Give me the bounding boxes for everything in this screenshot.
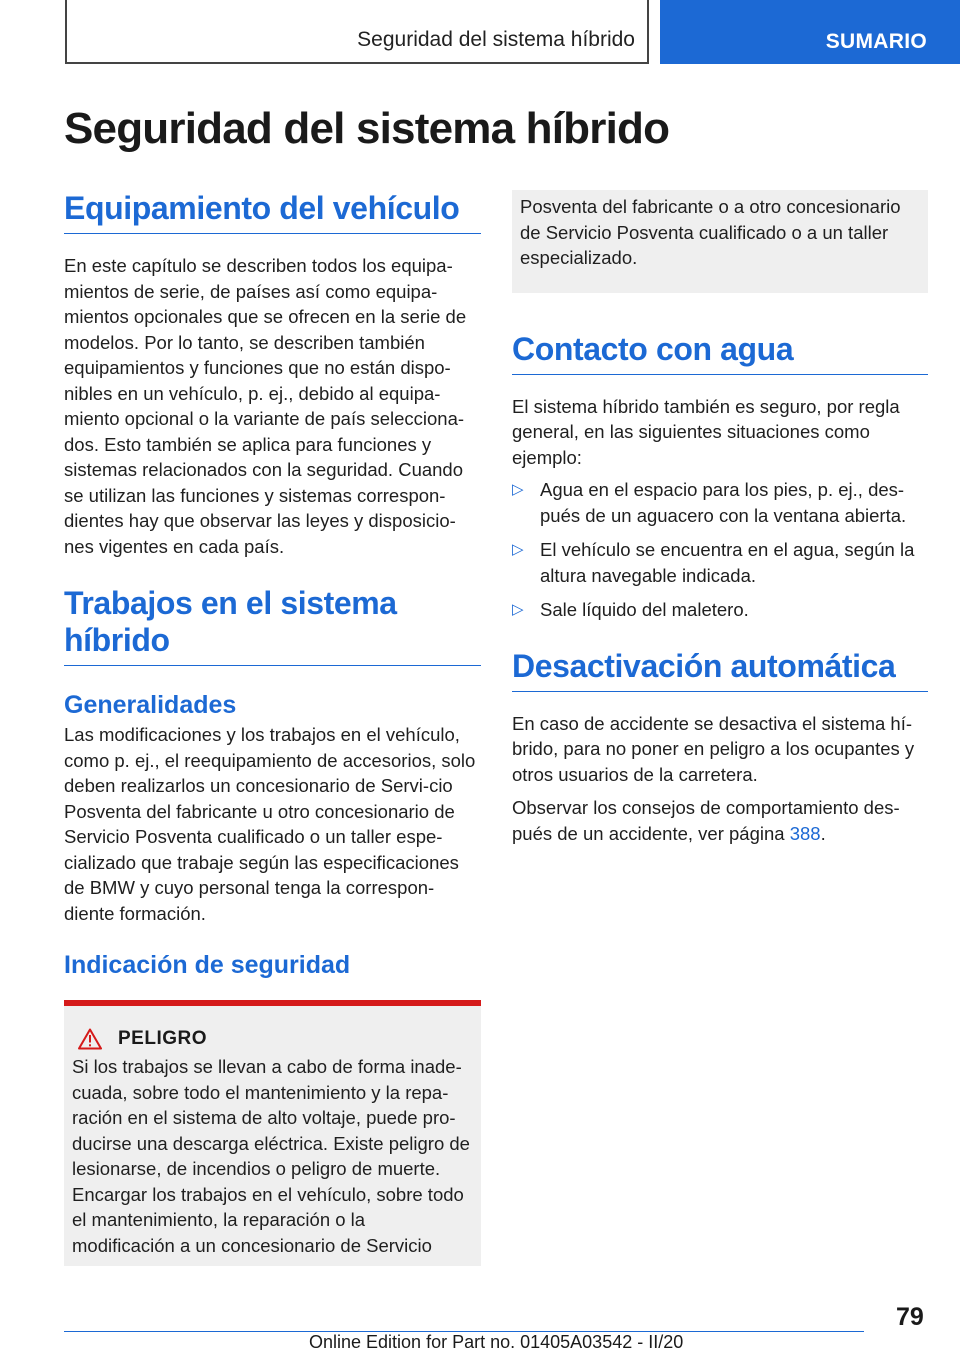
danger-text: Si los trabajos se llevan a cabo de forma inade-cuada, sobre todo el mantenimiento y la repa-ración en el sistema de alto voltaje, puede pro-ducirse una descarga eléctrica. Existe peligro de lesionarse, de incendios o peligro de muerte. Encargar los trabajos en el vehículo, sobre todo el mantenimiento, la reparación o la modificación a un concesionario de Servicio	[72, 1056, 470, 1256]
list-item-text: Agua en el espacio para los pies, p. ej., des-pués de un aguacero con la ventana abierta.	[540, 479, 907, 526]
summary-button[interactable]: SUMARIO	[660, 0, 960, 64]
list-item	[512, 537, 928, 588]
page-title: Seguridad del sistema híbrido	[64, 104, 670, 153]
danger-box-continued	[512, 190, 928, 293]
bullet-triangle-icon: ▷	[512, 601, 524, 618]
danger-text-continued: Posventa del fabricante o a otro concesionario de Servicio Posventa cualificado o a un taller especializado.	[520, 196, 901, 268]
page-link-388[interactable]: 388	[789, 822, 821, 844]
heading-trabajos: Trabajos en el sistema híbrido	[64, 585, 481, 666]
list-item	[512, 477, 928, 528]
water-paragraph: El sistema híbrido también es seguro, por regla general, en las siguientes situaciones como ejemplo:	[512, 395, 900, 468]
heading-generalidades: Generalidades	[64, 691, 237, 719]
danger-header	[78, 1028, 473, 1050]
danger-box	[64, 1000, 481, 1266]
heading-equipamiento: Equipamiento del vehículo	[64, 190, 481, 234]
left-column	[64, 190, 481, 1266]
list-item-text: Sale líquido del maletero.	[540, 599, 749, 620]
water-list	[512, 477, 928, 623]
auto-paragraph-2-text: Observar los consejos de comportamiento des-pués de un accidente, ver página	[512, 797, 900, 844]
auto-paragraph-2-end: .	[820, 822, 826, 844]
header-section-title: Seguridad del sistema híbrido	[357, 28, 635, 51]
danger-label: PELIGRO	[118, 1028, 208, 1049]
list-item	[512, 597, 928, 623]
header-frame	[65, 0, 649, 64]
right-column	[512, 190, 928, 846]
footer-edition: Online Edition for Part no. 01405A03542 - II/20	[309, 1332, 684, 1352]
auto-paragraph-1: En caso de accidente se desactiva el sistema hí-brido, para no poner en peligro a los ocupantes y otros usuarios de la carretera.	[512, 712, 915, 785]
bullet-triangle-icon: ▷	[512, 481, 524, 498]
page-number: 79	[896, 1303, 924, 1331]
bullet-triangle-icon: ▷	[512, 541, 524, 558]
list-item-text: El vehículo se encuentra en el agua, según la altura navegable indicada.	[540, 539, 915, 586]
warning-triangle-icon	[78, 1028, 102, 1050]
heading-indicacion-seguridad: Indicación de seguridad	[64, 951, 351, 979]
general-paragraph: Las modificaciones y los trabajos en el vehículo, como p. ej., el reequipamiento de accesorios, solo deben realizarlos un concesionario de Servi-cio Posventa del fabricante u otro concesionario de Servicio Posventa cualificado o un taller espe-cializado que trabaje según las especificaciones de BMW y cuyo personal tenga la correspon-diente formación.	[64, 724, 476, 924]
equip-paragraph: En este capítulo se describen todos los equipa-mientos de serie, de países así como equipa-mientos opcionales que se ofrecen en la serie de modelos. Por lo tanto, se describen también equipamientos y funciones que no están dispo-nibles en un vehículo, p. ej., debido al equipa-miento opcional o la variante de país selecciona-dos. Esto también se aplica para funciones y sistemas relacionados con la seguridad. Cuando se utilizan las funciones y sistemas correspon-dientes hay que observar las leyes y disposicio-nes vigentes en cada país.	[64, 255, 467, 557]
heading-desactivacion: Desactivación automática	[512, 648, 928, 692]
heading-contacto-agua: Contacto con agua	[512, 331, 928, 375]
auto-paragraph-2	[512, 795, 928, 846]
